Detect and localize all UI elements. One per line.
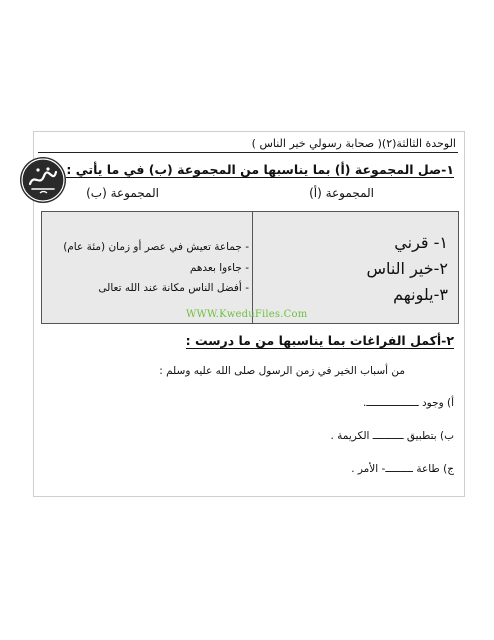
question2-intro: من أسباب الخير في زمن الرسول صلى الله عليه وسلم : <box>159 365 405 377</box>
watermark: WWW.KweduFiles.Com <box>186 309 308 320</box>
question2-prompt-text: ٢-أكمل الفراغات بما يناسبها من ما درست : <box>185 333 454 348</box>
question1-prompt <box>66 162 454 177</box>
group-b-item-text: أفضل الناس مكانة عند الله تعالى <box>98 282 242 294</box>
calligraphy-seal-icon <box>20 157 66 203</box>
group-b-item-text: جاءوا بعدهم <box>189 262 242 274</box>
group-a-item: ٢-خير الناس <box>366 259 448 278</box>
group-a-label: المجموعة (أ) <box>309 186 374 200</box>
group-b-item: - جاءوا بعدهم <box>189 262 249 274</box>
header-rule <box>38 152 458 153</box>
group-b-item-text: جماعة تعيش في عصر أو زمان (مئة عام) <box>63 241 242 253</box>
question1-prompt-text: ١-صل المجموعة (أ) بما يناسبها من المجموعة (ب) في ما يأتي : <box>66 162 454 177</box>
group-b-item: - جماعة تعيش في عصر أو زمان (مئة عام) <box>63 241 249 253</box>
fill-blank-item: أ) وجود ـــــــــــــــــ. <box>363 397 454 409</box>
fill-blank-item: ج) طاعة ـــــــــ- الأمر . <box>351 463 454 475</box>
group-b-item: - أفضل الناس مكانة عند الله تعالى <box>98 282 249 294</box>
question2-prompt <box>186 333 454 348</box>
matching-table-divider <box>252 211 253 324</box>
group-b-label: المجموعة (ب) <box>86 186 159 200</box>
fill-blank-item: ب) بتطبيق ــــــــــ الكريمة . <box>330 430 454 442</box>
group-a-item: ١- قرني <box>394 233 448 252</box>
group-a-item: ٣-يلونهم <box>393 285 448 304</box>
unit-title: الوحدة الثالثة(٢)( صحابة رسولي خير الناس ) <box>251 137 456 150</box>
